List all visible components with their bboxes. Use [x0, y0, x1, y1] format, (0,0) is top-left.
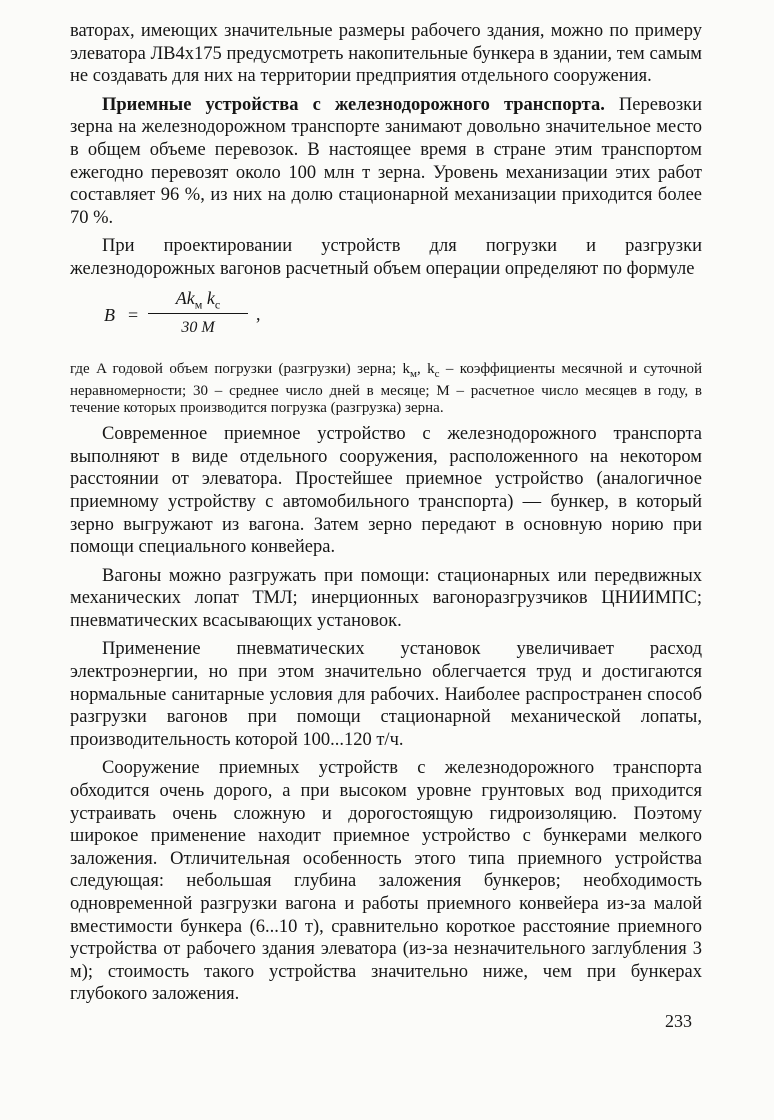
body-text — [70, 20, 702, 1012]
formula — [70, 287, 702, 351]
legend-tail: – коэффициенты месячной и суточной неравномерности; 30 – среднее число дней в месяце; M – расчетное число месяцев в году, в течение которых производится погрузка (разгрузка) зерна. — [70, 360, 703, 416]
formula-num-ak: Ak — [175, 287, 195, 308]
formula-legend — [70, 361, 702, 418]
legend-k2: , k — [416, 360, 435, 377]
paragraph-2 — [70, 94, 702, 230]
paragraph-2-text: Перевозки зерна на железнодорожном транспорте занимают довольно значительное место в общем объеме перевозок. В настоящее время в стране этим транспортом ежегодно перевозят около 100 млн т зерна. Уровень механизации этих работ составляет 96 %, из них на долю стационарной механизации приходится более 70 %. — [70, 94, 703, 228]
paragraph-3: При проектировании устройств для погрузки и разгрузки железнодорожных вагонов расчетный объем операции определяют по формуле — [70, 236, 702, 279]
formula-comma: , — [256, 303, 261, 324]
paragraph-5: Вагоны можно разгружать при помощи: стационарных или передвижных механических лопат ТМЛ; инерционных вагоноразгрузчиков ЦНИИМПС; пневматических всасывающих установок. — [70, 565, 702, 631]
legend-start: где A годовой объем погрузки (разгрузки) зерна; k — [70, 360, 411, 377]
page-number: 233 — [665, 1011, 692, 1031]
formula-sub-c: с — [214, 297, 221, 312]
legend-sub-m: м — [410, 367, 417, 380]
formula-num-k: k — [206, 287, 215, 308]
formula-sub-m: м — [194, 297, 203, 312]
paragraph-1: ваторах, имеющих значительные размеры рабочего здания, можно по примеру элеватора ЛВ4x175 предусмотреть накопительные бункера в здании, тем самым не создавать для них на территории предприятия отдельного сооружения. — [70, 21, 702, 87]
formula-lhs: B — [104, 304, 115, 325]
paragraph-7: Сооружение приемных устройств с железнодорожного транспорта обходится очень дорого, а при высоком уровне грунтовых вод приходится устраивать очень сложную и дорогостоящую гидроизоляцию. Поэтому широкое применение находит приемное устройство с бункерами мелкого заложения. Отличительная особенность этого типа приемного устройства следующая: небольшая глубина заложения бункеров; необходимость одновременной разгрузки вагона и работы приемного конвейера из-за малой вместимости бункера (6...10 т), сравнительно короткое расстояние приемного устройства от рабочего здания элеватора (из-за незначительного заглубления 3 м); стоимость такого устройства значительно ниже, чем при бункерах глубокого заложения. — [70, 758, 702, 1005]
paragraph-4: Современное приемное устройство с железнодорожного транспорта выполняют в виде отдельного сооружения, расположенного на некотором расстоянии от элеватора. Простейшее приемное устройство (аналогичное приемному устройству с автомобильного транспорта) — бункер, в который зерно выгружают из вагона. Затем зерно передают в основную норию при помощи специального конвейера. — [70, 424, 702, 558]
paragraph-6: Применение пневматических установок увеличивает расход электроэнергии, но при этом значительно облегчается труд и достигаются нормальные санитарные условия для рабочих. Наиболее распространен способ разгрузки вагонов при помощи стационарной механической лопаты, производительность которой 100...120 т/ч. — [70, 639, 702, 750]
fraction-bar — [148, 313, 248, 314]
formula-denominator: 30 M — [181, 318, 215, 336]
formula-numerator — [158, 287, 238, 316]
legend-sub-c: с — [434, 367, 440, 380]
formula-equals: = — [128, 304, 139, 325]
section-heading: Приемные устройства с железнодорожного транспорта. — [102, 94, 605, 115]
